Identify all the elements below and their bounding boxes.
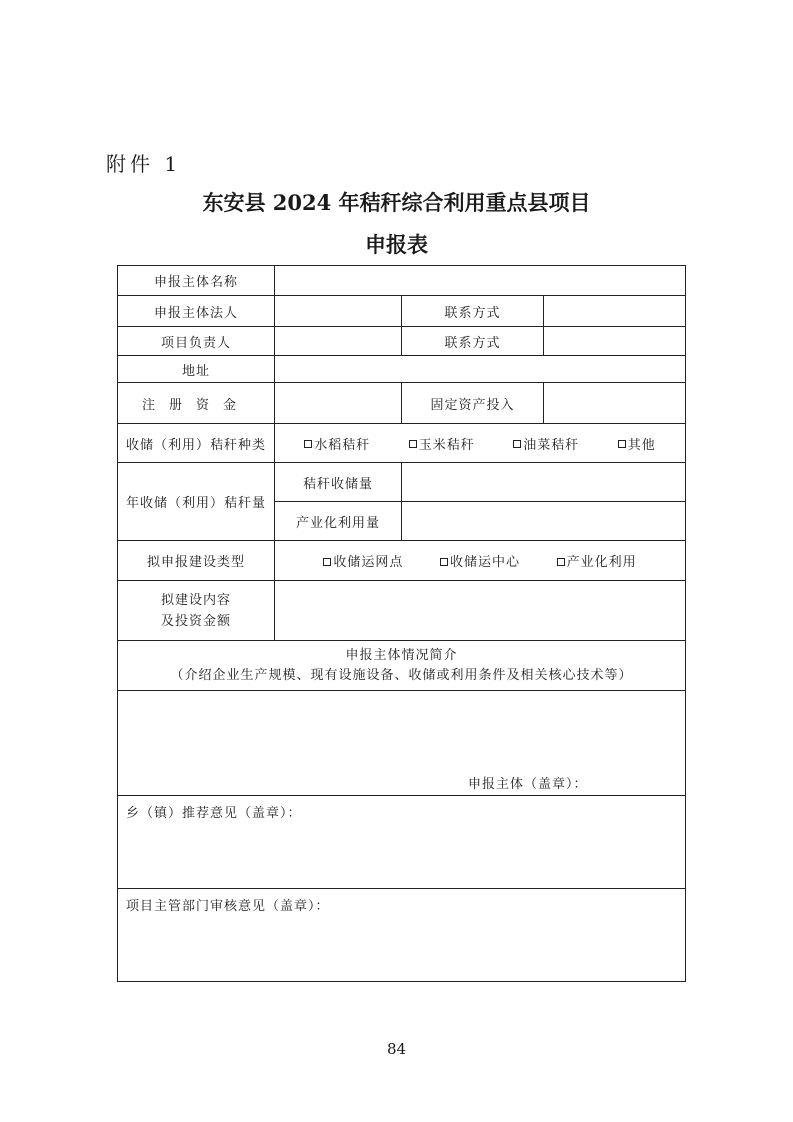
registered-capital-field[interactable] [275,383,402,424]
profile-subtitle: （介绍企业生产规模、现有设施设备、收储或利用条件及相关核心技术等） [170,667,633,683]
checkbox-icon [304,440,312,448]
checkbox-icon [409,440,417,448]
row-capital [118,383,686,424]
row-storage-volume [118,463,686,502]
applicant-name-field[interactable] [275,266,686,296]
contact-field-1[interactable] [544,296,686,327]
checkbox-icon [440,558,448,566]
township-opinion-field[interactable] [118,796,686,889]
storage-volume-field[interactable] [402,463,686,502]
industrial-volume-label: 产业化利用量 [275,502,402,541]
checkbox-collection-center[interactable]: 收储运中心 [440,551,520,570]
straw-type-label: 收储（利用）秸秆种类 [118,424,275,463]
address-label: 地址 [118,356,275,383]
checkbox-icon [513,440,521,448]
legal-person-field[interactable] [275,296,402,327]
profile-title: 申报主体情况简介 [345,647,458,663]
project-leader-field[interactable] [275,327,402,356]
applicant-name-label: 申报主体名称 [118,266,275,296]
construction-type-label: 拟申报建设类型 [118,541,275,581]
row-project-leader [118,327,686,356]
row-profile-header [118,641,686,691]
row-legal-person [118,296,686,327]
industrial-volume-field[interactable] [402,502,686,541]
profile-header [118,641,686,691]
fixed-assets-label: 固定资产投入 [402,383,544,424]
address-field[interactable] [275,356,686,383]
application-form-table [117,265,686,982]
registered-capital-label: 注册资金 [118,383,275,424]
document-title: 东安县 2024 年秸秆综合利用重点县项目 [202,190,591,215]
department-opinion-label: 项目主管部门审核意见（盖章）： [126,899,330,914]
annual-volume-label: 年收储（利用）秸秆量 [118,463,275,541]
checkbox-other[interactable]: 其他 [618,434,656,453]
checkbox-icon [323,558,331,566]
fixed-assets-field[interactable] [544,383,686,424]
row-straw-type [118,424,686,463]
planned-content-field[interactable] [275,581,686,641]
checkbox-corn-straw[interactable]: 玉米秸秆 [409,434,475,453]
planned-content-label: 拟建设内容 及投资金额 [118,581,275,641]
legal-person-label: 申报主体法人 [118,296,275,327]
checkbox-rice-straw[interactable]: 水稻秸秆 [304,434,370,453]
township-opinion-label: 乡（镇）推荐意见（盖章）： [126,806,302,821]
contact-label-1: 联系方式 [402,296,544,327]
document-subtitle: 申报表 [365,232,428,257]
page-number: 84 [386,1040,407,1058]
straw-type-options [275,424,686,463]
row-township-opinion [118,796,686,889]
applicant-stamp-label: 申报主体（盖章）： [468,777,588,792]
checkbox-icon [557,558,565,566]
contact-field-2[interactable] [544,327,686,356]
checkbox-rapeseed-straw[interactable]: 油菜秸秆 [513,434,579,453]
checkbox-icon [618,440,626,448]
checkbox-collection-point[interactable]: 收储运网点 [323,551,403,570]
project-leader-label: 项目负责人 [118,327,275,356]
row-profile-body [118,691,686,796]
profile-field[interactable] [118,691,686,796]
attachment-label: 附件 1 [106,152,182,176]
row-applicant-name [118,266,686,296]
row-address [118,356,686,383]
row-construction-type [118,541,686,581]
construction-type-options [275,541,686,581]
contact-label-2: 联系方式 [402,327,544,356]
storage-volume-label: 秸秆收储量 [275,463,402,502]
row-department-opinion [118,889,686,982]
row-planned-content [118,581,686,641]
department-opinion-field[interactable] [118,889,686,982]
checkbox-industrial-use[interactable]: 产业化利用 [557,551,637,570]
